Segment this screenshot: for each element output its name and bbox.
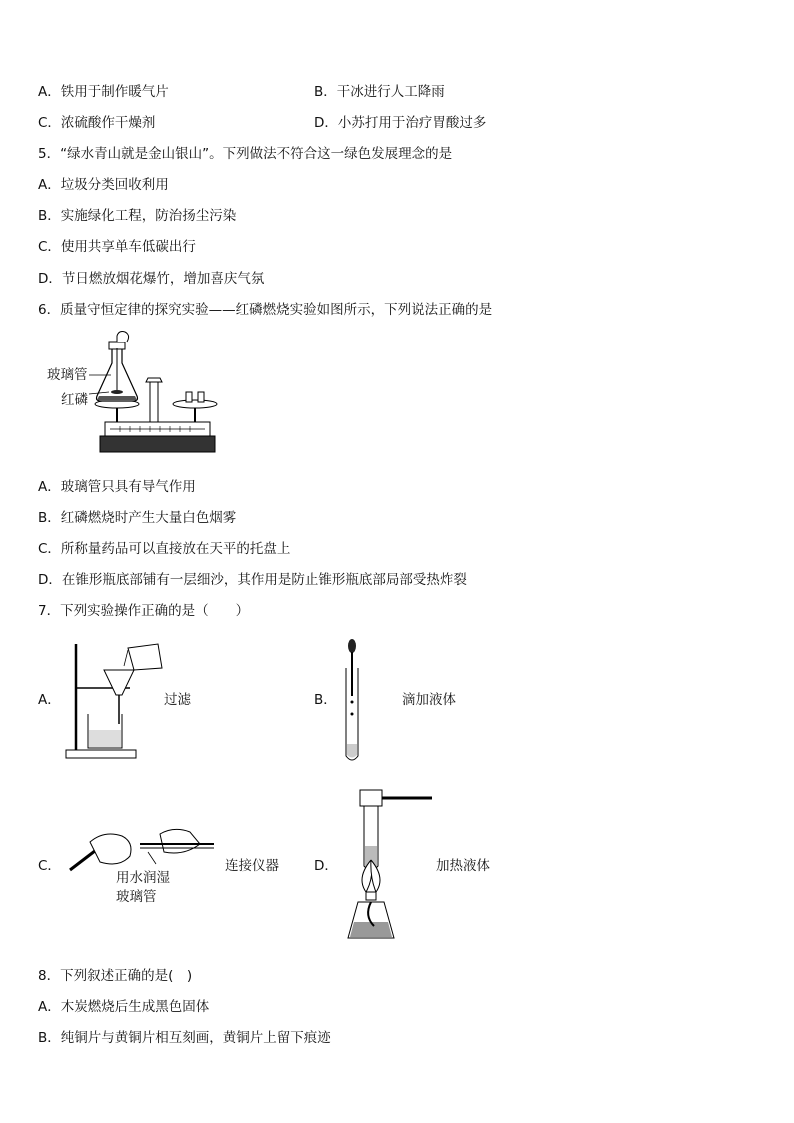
q7-c-letter: C．: [38, 858, 61, 874]
q7-a-letter: A．: [38, 692, 61, 708]
q4-option-c: C．浓硫酸作干燥剂: [38, 115, 156, 131]
q7-b-caption: 滴加液体: [402, 692, 456, 708]
dropper-figure: [340, 638, 370, 764]
heating-figure: [344, 786, 444, 948]
q6-stem: 6．质量守恒定律的探究实验——红磷燃烧实验如图所示，下列说法正确的是: [38, 302, 493, 318]
q7-c-fig-label-2: 玻璃管: [116, 889, 157, 905]
q7-c-fig-label-1: 用水润湿: [116, 870, 170, 886]
q8-stem: 8．下列叙述正确的是( ): [38, 968, 193, 984]
q5-option-c: C．使用共享单车低碳出行: [38, 239, 196, 255]
q7-c-caption: 连接仪器: [225, 858, 279, 874]
filtration-figure: [62, 640, 172, 760]
q7-a-caption: 过滤: [164, 692, 191, 708]
q5-option-b: B．实施绿化工程，防治扬尘污染: [38, 208, 237, 224]
q7-d-letter: D．: [314, 858, 338, 874]
q4-option-a: A．铁用于制作暖气片: [38, 84, 169, 100]
q5-option-a: A．垃圾分类回收利用: [38, 177, 169, 193]
q8-option-a: A．木炭燃烧后生成黑色固体: [38, 999, 210, 1015]
q6-option-c: C．所称量药品可以直接放在天平的托盘上: [38, 541, 291, 557]
q7-d-caption: 加热液体: [436, 858, 490, 874]
q4-option-b: B．干冰进行人工降雨: [314, 84, 445, 100]
q8-option-b: B．纯铜片与黄铜片相互刻画，黄铜片上留下痕迹: [38, 1030, 331, 1046]
q4-option-d: D．小苏打用于治疗胃酸过多: [314, 115, 487, 131]
q7-b-letter: B．: [314, 692, 337, 708]
q5-option-d: D．节日燃放烟花爆竹，增加喜庆气氛: [38, 271, 265, 287]
phosphorus-label: 红磷: [61, 392, 88, 408]
q5-stem: 5．“绿水青山就是金山银山”。下列做法不符合这一绿色发展理念的是: [38, 146, 453, 162]
q7-stem: 7．下列实验操作正确的是（ ）: [38, 603, 250, 619]
q6-option-d: D．在锥形瓶底部铺有一层细沙，其作用是防止锥形瓶底部局部受热炸裂: [38, 572, 467, 588]
q6-option-a: A．玻璃管只具有导气作用: [38, 479, 196, 495]
tube-label: 玻璃管: [47, 367, 88, 383]
q6-option-b: B．红磷燃烧时产生大量白色烟雾: [38, 510, 237, 526]
